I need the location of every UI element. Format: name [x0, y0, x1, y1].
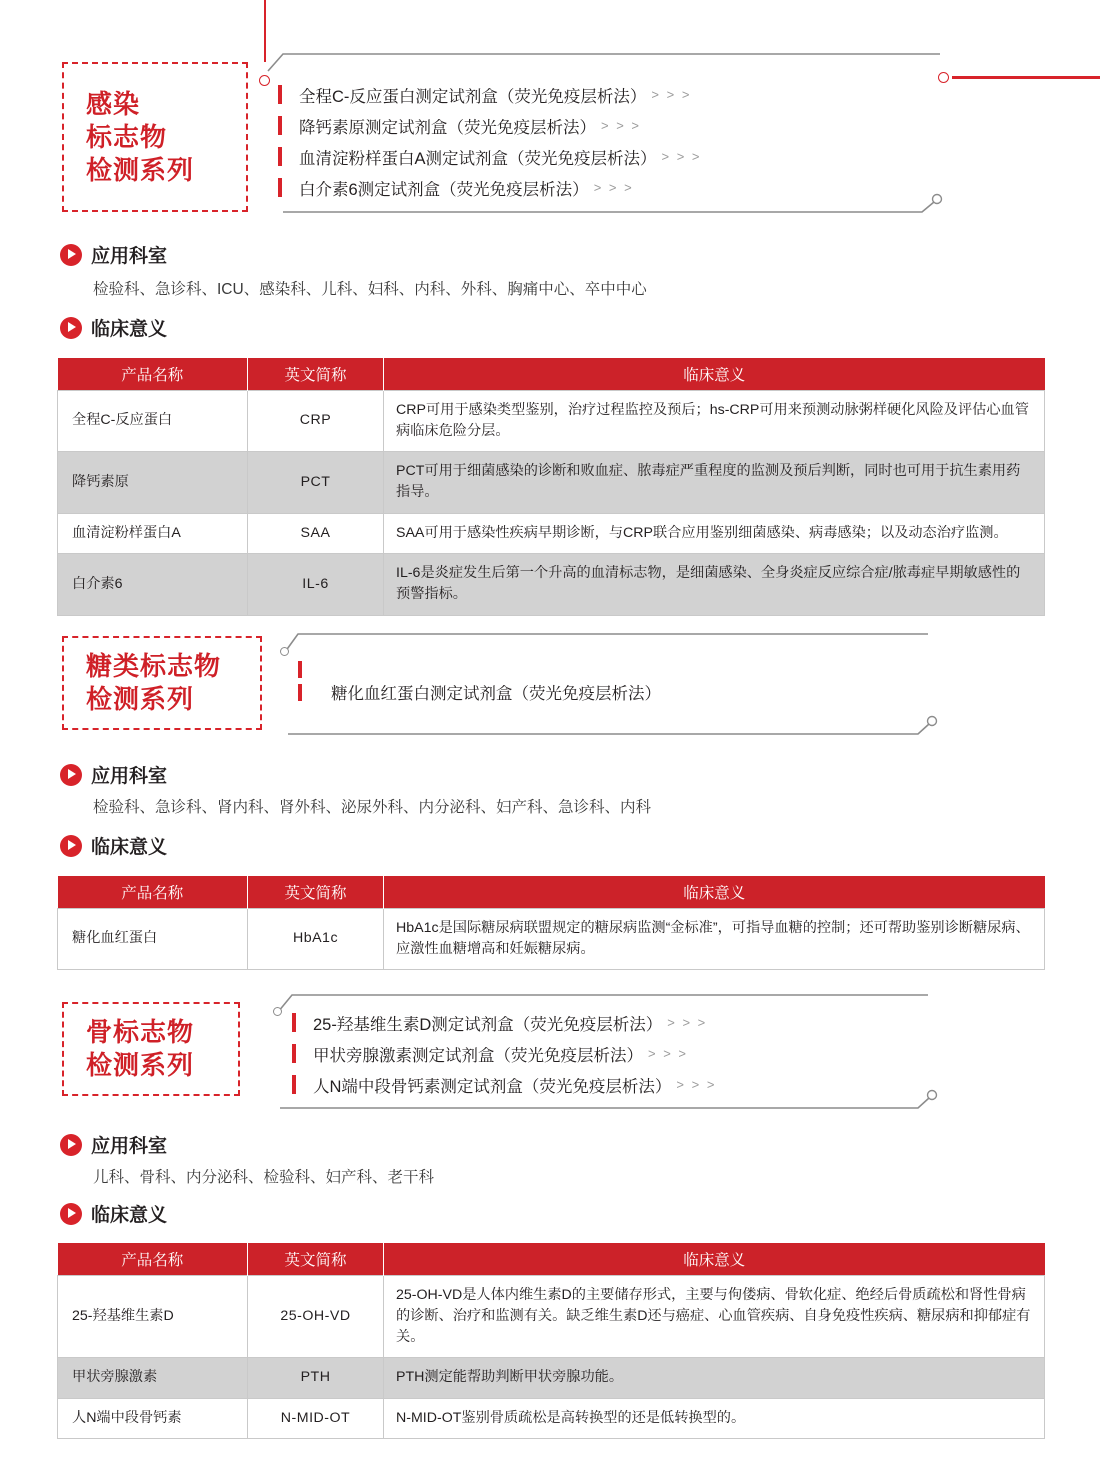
column-header-abbr: 英文简称 [248, 358, 384, 390]
chevron-more-icon: > > > [651, 87, 692, 102]
column-header-abbr: 英文简称 [248, 876, 384, 908]
column-header-abbr: 英文简称 [248, 1243, 384, 1275]
play-triangle-icon [60, 317, 82, 339]
subhead-label: 临床意义 [91, 319, 168, 340]
chevron-more-icon: > > > [676, 1077, 717, 1092]
product-list-item[interactable] [298, 677, 666, 707]
column-header-clinical: 临床意义 [384, 358, 1045, 390]
table-row [58, 908, 1045, 970]
play-triangle-icon [60, 1203, 82, 1225]
clinical-table-glycation [57, 876, 1045, 970]
cell-abbr: CRP [248, 390, 384, 452]
product-name: 甲状旁腺激素测定试剂盒（荧光免疫层析法） [313, 1046, 643, 1065]
clinical-table-bone [57, 1243, 1045, 1439]
table-row [58, 1275, 1045, 1358]
chevron-more-icon: > > > [667, 1015, 708, 1030]
cell-abbr: SAA [248, 513, 384, 553]
bullet-bar-icon [278, 147, 282, 166]
play-triangle-icon [60, 1134, 82, 1156]
cell-clinical: HbA1c是国际糖尿病联盟规定的糖尿病监测“金标准”，可指导血糖的控制；还可帮助鉴别诊断糖尿病、应激性血糖增高和妊娠糖尿病。 [384, 908, 1045, 970]
table-row [58, 553, 1045, 615]
clinical-table-infection [57, 358, 1045, 616]
column-header-product: 产品名称 [58, 358, 248, 390]
departments-list-bone: 儿科、骨科、内分泌科、检验科、妇产科、老干科 [93, 1169, 435, 1186]
bullet-bar-icon [292, 1013, 296, 1032]
cell-product: 甲状旁腺激素 [58, 1358, 248, 1398]
cell-abbr: HbA1c [248, 908, 384, 970]
cell-clinical: CRP可用于感染类型鉴别，治疗过程监控及预后；hs-CRP可用来预测动脉粥样硬化风险及评估心血管病临床危险分层。 [384, 390, 1045, 452]
subhead-label: 临床意义 [91, 837, 168, 858]
product-name: 全程C-反应蛋白测定试剂盒（荧光免疫层析法） [299, 87, 647, 106]
product-list-glycation [298, 655, 666, 707]
cell-product: 白介素6 [58, 553, 248, 615]
column-header-clinical: 临床意义 [384, 876, 1045, 908]
cell-product: 糖化血红蛋白 [58, 908, 248, 970]
cell-product: 全程C-反应蛋白 [58, 390, 248, 452]
product-list-infection [278, 79, 702, 203]
column-header-product: 产品名称 [58, 1243, 248, 1275]
product-list-item[interactable] [292, 1007, 716, 1038]
subhead-label: 应用科室 [91, 246, 168, 267]
chevron-more-icon: > > > [593, 180, 634, 195]
cell-clinical: PCT可用于细菌感染的诊断和败血症、脓毒症严重程度的监测及预后判断，同时也可用于抗生素用药指导。 [384, 452, 1045, 514]
cell-clinical: PTH测定能帮助判断甲状旁腺功能。 [384, 1358, 1045, 1398]
section-title-box-glycation [62, 636, 262, 730]
product-list-item[interactable] [278, 110, 702, 141]
cell-product: 血清淀粉样蛋白A [58, 513, 248, 553]
play-triangle-icon [60, 764, 82, 786]
cell-abbr: PCT [248, 452, 384, 514]
departments-heading-infection [60, 241, 167, 268]
subhead-label: 临床意义 [91, 1205, 168, 1226]
table-row [58, 513, 1045, 553]
section-title-line: 标志物 [86, 121, 168, 152]
bullet-bar-icon [292, 1075, 296, 1094]
product-list-item[interactable] [292, 1069, 716, 1100]
bullet-bar-icon [298, 684, 302, 701]
chevron-more-icon: > > > [601, 118, 641, 133]
cell-clinical: IL-6是炎症发生后第一个升高的血清标志物，是细菌感染、全身炎症反应综合症/脓毒症早期敏感性的预警指标。 [384, 553, 1045, 615]
clinical-heading-bone [60, 1200, 167, 1227]
bullet-bar-icon [278, 85, 282, 104]
cell-abbr: N-MID-OT [248, 1398, 384, 1438]
play-triangle-icon [60, 835, 82, 857]
cell-abbr: PTH [248, 1358, 384, 1398]
cell-product: 25-羟基维生素D [58, 1275, 248, 1358]
bullet-bar-icon [278, 116, 282, 135]
product-name: 25-羟基维生素D测定试剂盒（荧光免疫层析法） [313, 1015, 663, 1034]
chevron-more-icon: > > > [661, 149, 702, 164]
column-header-product: 产品名称 [58, 876, 248, 908]
table-header-row [58, 1243, 1045, 1275]
product-name: 糖化血红蛋白测定试剂盒（荧光免疫层析法） [331, 685, 661, 703]
subhead-label: 应用科室 [91, 766, 168, 787]
table-header-row [58, 358, 1045, 390]
section-title-box-infection [62, 62, 248, 212]
section-title-line: 检测系列 [86, 1050, 195, 1080]
departments-list-glycation: 检验科、急诊科、肾内科、肾外科、泌尿外科、内分泌科、妇产科、急诊科、内科 [93, 799, 652, 816]
product-list-item[interactable] [278, 172, 702, 203]
departments-heading-glycation [60, 761, 167, 788]
section-title-box-bone [62, 1002, 240, 1096]
product-list-item[interactable] [292, 1038, 716, 1069]
cell-abbr: IL-6 [248, 553, 384, 615]
departments-list-infection: 检验科、急诊科、ICU、感染科、儿科、妇科、内科、外科、胸痛中心、卒中中心 [93, 281, 647, 298]
clinical-heading-glycation [60, 832, 167, 859]
cell-abbr: 25-OH-VD [248, 1275, 384, 1358]
product-name: 血清淀粉样蛋白A测定试剂盒（荧光免疫层析法） [299, 149, 657, 168]
product-list-item[interactable] [278, 141, 702, 172]
column-header-clinical: 临床意义 [384, 1243, 1045, 1275]
section-title-line: 骨标志物 [86, 1017, 195, 1047]
play-triangle-icon [60, 244, 82, 266]
clinical-heading-infection [60, 314, 167, 341]
table-row [58, 390, 1045, 452]
bullet-bar-icon [298, 661, 302, 678]
cell-clinical: 25-OH-VD是人体内维生素D的主要储存形式，主要与佝偻病、骨软化症、绝经后骨质疏松和肾性骨病的诊断、治疗和监测有关。缺乏维生素D还与癌症、心血管疾病、自身免疫性疾病、糖尿病和抑郁症有关。 [384, 1275, 1045, 1358]
section-title-line: 糖类标志物 [86, 651, 222, 681]
bullet-bar-icon [278, 178, 282, 197]
bullet-bar-icon [292, 1044, 296, 1063]
chevron-more-icon: > > > [648, 1046, 688, 1061]
departments-heading-bone [60, 1131, 167, 1158]
product-name: 降钙素原测定试剂盒（荧光免疫层析法） [299, 118, 596, 137]
product-name: 白介素6测定试剂盒（荧光免疫层析法） [299, 180, 589, 199]
cell-product: 人N端中段骨钙素 [58, 1398, 248, 1438]
section-title-line: 感染 [86, 88, 141, 119]
cell-product: 降钙素原 [58, 452, 248, 514]
cell-clinical: N-MID-OT鉴别骨质疏松是高转换型的还是低转换型的。 [384, 1398, 1045, 1438]
subhead-label: 应用科室 [91, 1136, 168, 1157]
product-name: 人N端中段骨钙素测定试剂盒（荧光免疫层析法） [313, 1077, 672, 1096]
table-row [58, 1358, 1045, 1398]
product-list-item[interactable] [278, 79, 702, 110]
product-list-bone [292, 1007, 716, 1100]
table-header-row [58, 876, 1045, 908]
table-row [58, 452, 1045, 514]
cell-clinical: SAA可用于感染性疾病早期诊断，与CRP联合应用鉴别细菌感染、病毒感染；以及动态治疗监测。 [384, 513, 1045, 553]
table-row [58, 1398, 1045, 1438]
section-title-line: 检测系列 [86, 684, 195, 714]
section-title-line: 检测系列 [86, 154, 195, 185]
